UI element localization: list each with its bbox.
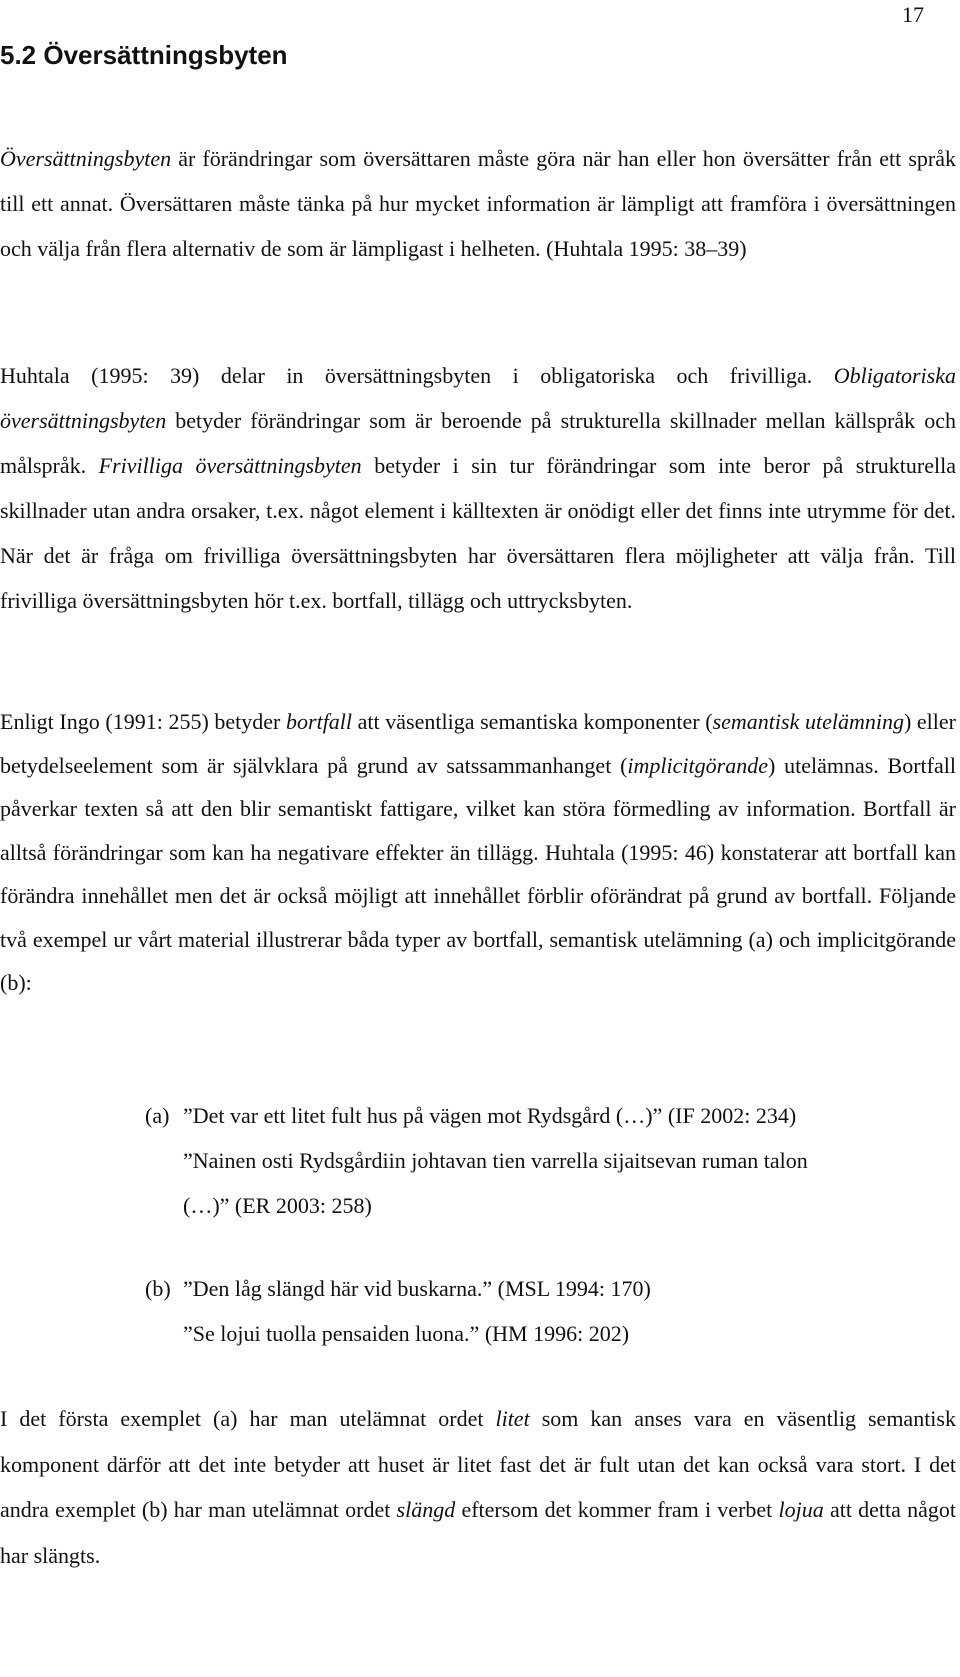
example-label: (b): [145, 1276, 171, 1301]
term-bortfall: bortfall: [286, 709, 353, 734]
term-slangd: slängd: [396, 1497, 456, 1522]
paragraph-text: betyder förändringar som är beroende på strukturella skillnader mellan källspråk och målspråk.: [0, 408, 956, 478]
term-frivilliga: Frivilliga översättningsbyten: [98, 453, 362, 478]
paragraph-text: eftersom det kommer fram i verbet: [455, 1497, 779, 1522]
paragraph-types: [0, 353, 956, 623]
example-line: ”Se lojui tuolla pensaiden luona.” (HM 1996: 202): [183, 1321, 630, 1346]
paragraph-analysis: [0, 1396, 956, 1578]
paragraph-bortfall: [0, 700, 956, 1005]
paragraph-text: att väsentliga semantiska komponenter (: [352, 709, 713, 734]
paragraph-definition: [0, 136, 956, 271]
paragraph-text: är förändringar som översättaren måste göra när han eller hon översätter från ett språk till ett annat. Översättaren måste tänka på hur mycket information är lämpligt att framföra i översättningen och välja från flera alternativ de som är lämpligast i helheten. (Huhtala 1995: 38–39): [0, 146, 956, 261]
paragraph-text: betyder i sin tur förändringar som inte beror på strukturella skillnader utan andra orsaker, t.ex. något element i källtexten är onödigt eller det finns inte utrymme för det. När det är fråga om frivilliga översättningsbyten har översättaren flera möjligheter att välja från. Till frivilliga översättningsbyten hör t.ex. bortfall, tillägg och uttrycksbyten.: [0, 453, 956, 613]
paragraph-text: ) eller betydelseelement som är självklara på grund av satssammanhanget (: [0, 709, 956, 778]
example-line: ”Den låg slängd här vid buskarna.” (MSL 1994: 170): [183, 1276, 651, 1301]
paragraph-text: Enligt Ingo (1991: 255) betyder: [0, 709, 287, 734]
page-number: 17: [902, 2, 924, 27]
section-heading: 5.2 Översättningsbyten: [0, 40, 288, 70]
paragraph-text: Huhtala (1995: 39) delar in översättningsbyten i obligatoriska och frivilliga.: [0, 363, 834, 388]
paragraph-text: att detta något har slängts.: [0, 1497, 956, 1568]
paragraph-text: I det första exemplet (a) har man utelämnat ordet: [0, 1406, 496, 1431]
term-obligatoriska: Obligatoriska översättningsbyten: [0, 363, 956, 433]
paragraph-text: som kan anses vara en väsentlig semantisk komponent därför att det inte betyder att huset är litet fast det är fult utan det kan också vara stort. I det andra exemplet (b) har man utelämnat ordet: [0, 1406, 956, 1522]
term-lojua: lojua: [778, 1497, 824, 1522]
term-oversattningsbyten: Översättningsbyten: [0, 146, 172, 171]
term-semantisk-utelamning: semantisk utelämning: [712, 709, 904, 734]
term-implicitgorande: implicitgörande: [627, 752, 768, 778]
paragraph-text: ) utelämnas. Bortfall påverkar texten så att den blir semantiskt fattigare, vilket kan störa förmedling av information. Bortfall är alltså förändringar som kan ha negativare effekter än tillägg. Huhtala (1995: 46) konstaterar att bortfall kan förändra innehållet men det är också möjligt att innehållet förblir oförändrat på grund av bortfall. Följande två exempel ur vårt material illustrerar båda typer av bortfall, semantisk utelämning (a) och implicitgörande (b):: [0, 752, 956, 995]
example-label: (a): [145, 1103, 170, 1128]
example-line: (…)” (ER 2003: 258): [183, 1193, 372, 1218]
example-line: ”Nainen osti Rydsgårdiin johtavan tien varrella sijaitsevan ruman talon: [183, 1148, 808, 1173]
term-litet: litet: [495, 1406, 530, 1431]
example-line: ”Det var ett litet fult hus på vägen mot Rydsgård (…)” (IF 2002: 234): [183, 1103, 797, 1128]
